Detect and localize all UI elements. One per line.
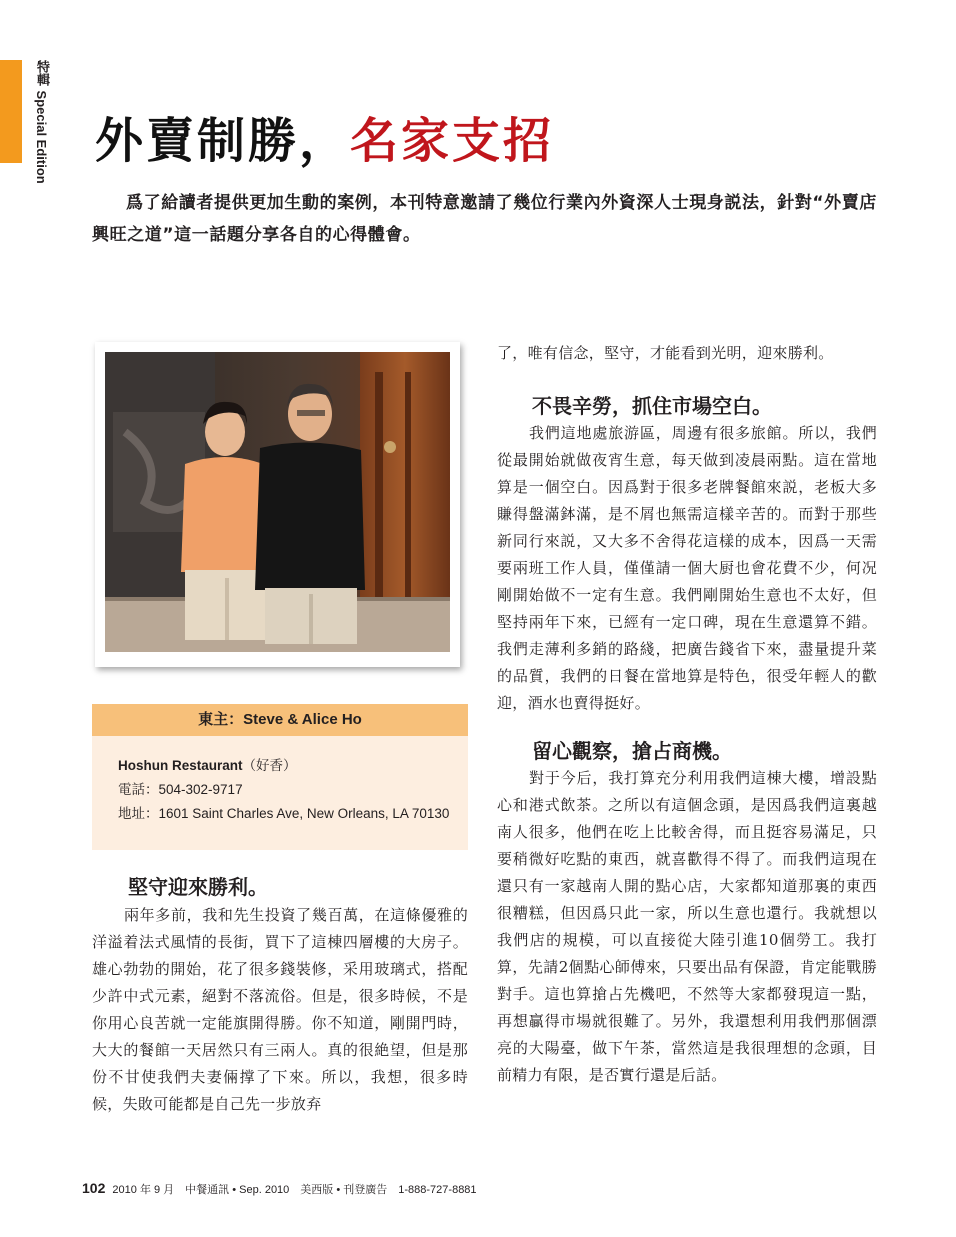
- article-title-part2: 名家支招: [350, 113, 555, 169]
- restaurant-name-zh: （好香）: [242, 758, 297, 773]
- section3-body: 對于今后，我打算充分利用我們這棟大樓，增設點心和港式飲茶。之所以有這個念頭，是因爲我們這裏越南人很多，他們在吃上比較舍得，而且挺容易滿足，只要稍微好吃點的東西，就喜歡得不得了。而我們這現在還只有一家越南人開的點心店，大家都知道那裏的東西很糟糕，但因爲只此一家，所以生意也還行。我就想以我們店的規模，可以直接從大陸引進10個勞工。我打算，先請2個點心師傅來，只要出品有保證，肯定能戰勝對手。這也算搶占先機吧，不然等大家都發現這一點，再想贏得市場就很難了。另外，我還想利用我們那個漂亮的大陽臺，做下午茶，當然這是我很理想的念頭，目前精力有限，是否實行還是后話。: [497, 769, 877, 1084]
- page-number: 102: [82, 1180, 106, 1196]
- restaurant-owners-photo: [105, 352, 450, 652]
- section1-heading: 堅守迎來勝利。: [128, 875, 268, 899]
- section1-column: [92, 902, 468, 1147]
- owner-label: 東主：Steve & Alice Ho: [92, 704, 468, 736]
- restaurant-address: 地址：1601 Saint Charles Ave, New Orleans, LA 70130: [118, 806, 450, 821]
- section3-heading: 留心觀察，搶占商機。: [532, 739, 732, 763]
- photo-frame: [95, 342, 460, 667]
- article-intro: 爲了給讀者提供更加生動的案例，本刊特意邀請了幾位行業內外資深人士現身説法，針對“外賣店興旺之道”這一話題分享各自的心得體會。: [92, 193, 877, 245]
- section1-body: 兩年多前，我和先生投資了幾百萬，在這條優雅的洋溢着法式風情的長街，買下了這棟四層樓的大房子。雄心勃勃的開始，花了很多錢裝修，采用玻璃式，搭配少許中式元素，絕對不落流俗。但是，很多時候，不是你用心良苦就一定能旗開得勝。你不知道，剛開門時，大大的餐館一天居然只有三兩人。真的很絶望，但是那份不甘使我們夫妻倆撑了下來。所以，我想，很多時候，失敗可能都是自己先一步放弃: [92, 906, 468, 1113]
- photo-illustration: [105, 352, 450, 652]
- section-label-en: Special Edition: [34, 90, 49, 184]
- section-label-zh: 特輯: [34, 60, 49, 86]
- restaurant-name-line: [118, 756, 297, 776]
- right-column-intro: [497, 340, 877, 367]
- article-title: [95, 112, 554, 170]
- section2-heading: 不畏辛勞，抓住市場空白。: [532, 394, 772, 418]
- restaurant-name: Hoshun Restaurant: [118, 758, 243, 773]
- article-title-part1: 外賣制勝，: [95, 113, 351, 169]
- section-label: [34, 60, 48, 184]
- restaurant-info-box: [92, 736, 468, 850]
- page-footer: [82, 1180, 477, 1197]
- section2-body: 我們這地處旅游區，周邊有很多旅館。所以，我們從最開始就做夜宵生意，每天做到凌晨兩點。這在當地算是一個空白。因爲對于很多老牌餐館來説，老板大多賺得盤滿鉢滿，是不屑也無需這樣辛苦的。而對于那些新同行來説，又大多不舍得花這樣的成本，因爲一天需要兩班工作人員，僅僅請一個大厨也會花費不少，何况剛開始做不一定有生意。我們剛開始生意也不太好，但堅持兩年下來，已經有一定口碑，現在生意還算不錯。我們走薄利多銷的路綫，把廣告錢省下來，盡量提升菜的品質，我們的日餐在當地算是特色，很受年輕人的歡迎，酒水也賣得挺好。: [497, 424, 877, 712]
- footer-text: 2010 年 9 月 中餐通訊 • Sep. 2010 美西版 • 刊登廣告 1-888-727-8881: [112, 1184, 477, 1196]
- section2-column: [497, 420, 877, 717]
- section-color-tab: [0, 60, 22, 163]
- restaurant-phone: 電話：504-302-9717: [118, 782, 243, 797]
- section3-column: [497, 765, 877, 1089]
- section1-continuation: 了，唯有信念，堅守，才能看到光明，迎來勝利。: [497, 344, 834, 362]
